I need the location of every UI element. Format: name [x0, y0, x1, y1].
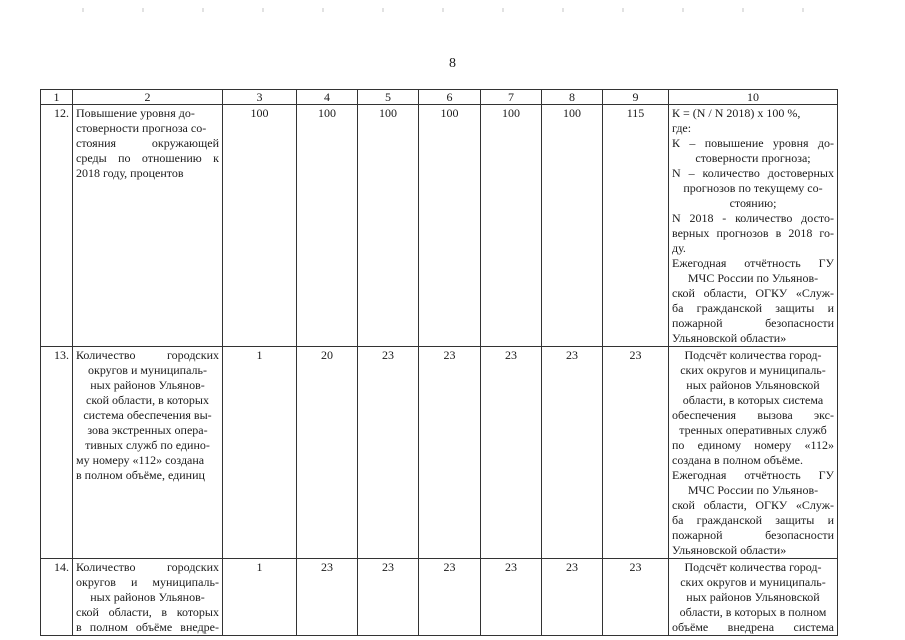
table-row — [41, 559, 838, 636]
value-cell: 1 — [223, 347, 297, 559]
value-cell: 23 — [419, 347, 481, 559]
indicator-name-line: му номеру «112» создана — [76, 453, 205, 467]
value-cell: 20 — [297, 347, 358, 559]
indicator-name — [73, 559, 223, 636]
column-header: 10 — [669, 90, 838, 105]
description-line: где: — [672, 121, 692, 135]
indicator-name — [73, 105, 223, 347]
scan-noise — [60, 8, 860, 12]
value-cell: 23 — [542, 559, 603, 636]
row-number: 14. — [41, 559, 73, 636]
value-cell: 100 — [297, 105, 358, 347]
row-number: 12. — [41, 105, 73, 347]
description-line: ных районов Ульяновской — [686, 590, 820, 604]
column-header: 7 — [481, 90, 542, 105]
description-line: Ежегодная отчётность ГУ — [672, 256, 834, 270]
description-line: N 2018 - количество досто- — [672, 211, 834, 225]
table-row — [41, 347, 838, 559]
row-number: 13. — [41, 347, 73, 559]
indicators-table — [40, 89, 838, 636]
value-cell: 23 — [297, 559, 358, 636]
description-line: объёме внедрена система — [672, 620, 834, 634]
indicator-name-line: Количество городских — [76, 560, 219, 574]
indicator-name-line: Количество городских — [76, 348, 219, 362]
description-line: Подсчёт количества город- — [684, 560, 822, 574]
column-header: 4 — [297, 90, 358, 105]
value-cell: 23 — [358, 347, 419, 559]
description-line: области, в которых система — [682, 393, 824, 407]
description-line: ба гражданской защиты и — [672, 301, 834, 315]
description-line: Ежегодная отчётность ГУ — [672, 468, 834, 482]
description-line: стоверности прогноза; — [695, 151, 811, 165]
column-header: 5 — [358, 90, 419, 105]
description-line: тренных оперативных служб — [679, 423, 827, 437]
indicator-name-line: округов и муниципаль- — [76, 575, 219, 589]
indicator-name-line: зова экстренных опера- — [87, 423, 208, 437]
description-line: ской области, ОГКУ «Служ- — [672, 498, 834, 512]
description-line: ных районов Ульяновской — [686, 378, 820, 392]
description-line: прогнозов по текущему со- — [683, 181, 823, 195]
value-cell: 23 — [603, 559, 669, 636]
description-line: Ульяновской области» — [672, 543, 787, 557]
description-line: создана в полном объёме. — [672, 453, 803, 467]
column-header: 8 — [542, 90, 603, 105]
value-cell: 23 — [358, 559, 419, 636]
value-cell: 100 — [358, 105, 419, 347]
value-cell: 23 — [481, 559, 542, 636]
description-cell — [669, 559, 838, 636]
value-cell: 23 — [542, 347, 603, 559]
description-line: К = (N / N 2018) х 100 %, — [672, 106, 801, 120]
column-header: 1 — [41, 90, 73, 105]
indicator-name-line: ных районов Ульянов- — [90, 378, 205, 392]
value-cell: 1 — [223, 559, 297, 636]
table-row — [41, 105, 838, 347]
page-number: 8 — [449, 56, 456, 71]
column-header: 3 — [223, 90, 297, 105]
description-line: N – количество достоверных — [672, 166, 834, 180]
column-header-row — [41, 90, 838, 105]
indicator-name-line: стоверности прогноза со- — [76, 121, 207, 135]
indicator-name-line: стояния окружающей — [76, 136, 219, 150]
column-header: 9 — [603, 90, 669, 105]
indicator-name — [73, 347, 223, 559]
description-line: МЧС России по Ульянов- — [687, 483, 819, 497]
value-cell: 23 — [603, 347, 669, 559]
value-cell: 23 — [481, 347, 542, 559]
description-cell — [669, 347, 838, 559]
indicator-name-line: в полном объёме внедре- — [76, 620, 219, 634]
indicator-name-line: Повышение уровня до- — [76, 106, 195, 120]
value-cell: 23 — [419, 559, 481, 636]
description-line: ских округов и муниципаль- — [680, 575, 826, 589]
description-line: стоянию; — [729, 196, 777, 210]
indicator-name-line: ных районов Ульянов- — [90, 590, 205, 604]
description-line: области, в которых в полном — [679, 605, 827, 619]
indicator-name-line: ской области, в которых — [76, 605, 219, 619]
description-line: МЧС России по Ульянов- — [687, 271, 819, 285]
column-header: 6 — [419, 90, 481, 105]
description-line: по единому номеру «112» — [672, 438, 834, 452]
indicator-name-line: система обеспечения вы- — [83, 408, 212, 422]
indicator-name-line: округов и муниципаль- — [88, 363, 207, 377]
description-line: обеспечения вызова экс- — [672, 408, 834, 422]
indicator-name-line: 2018 году, процентов — [76, 166, 184, 180]
description-line: К – повышение уровня до- — [672, 136, 834, 150]
value-cell: 100 — [481, 105, 542, 347]
description-line: ской области, ОГКУ «Служ- — [672, 286, 834, 300]
indicator-name-line: ской области, в которых — [86, 393, 209, 407]
column-header: 2 — [73, 90, 223, 105]
description-line: ских округов и муниципаль- — [680, 363, 826, 377]
description-line: Подсчёт количества город- — [684, 348, 822, 362]
description-line: ду. — [672, 241, 686, 255]
indicator-name-line: в полном объёме, единиц — [76, 468, 205, 482]
value-cell: 100 — [542, 105, 603, 347]
value-cell: 100 — [223, 105, 297, 347]
description-cell — [669, 105, 838, 347]
description-line: ба гражданской защиты и — [672, 513, 834, 527]
indicator-name-line: среды по отношению к — [76, 151, 219, 165]
value-cell: 100 — [419, 105, 481, 347]
value-cell: 115 — [603, 105, 669, 347]
description-line: верных прогнозов в 2018 го- — [672, 226, 834, 240]
description-line: пожарной безопасности — [672, 316, 834, 330]
description-line: пожарной безопасности — [672, 528, 834, 542]
indicator-name-line: тивных служб по едино- — [85, 438, 210, 452]
description-line: Ульяновской области» — [672, 331, 787, 345]
